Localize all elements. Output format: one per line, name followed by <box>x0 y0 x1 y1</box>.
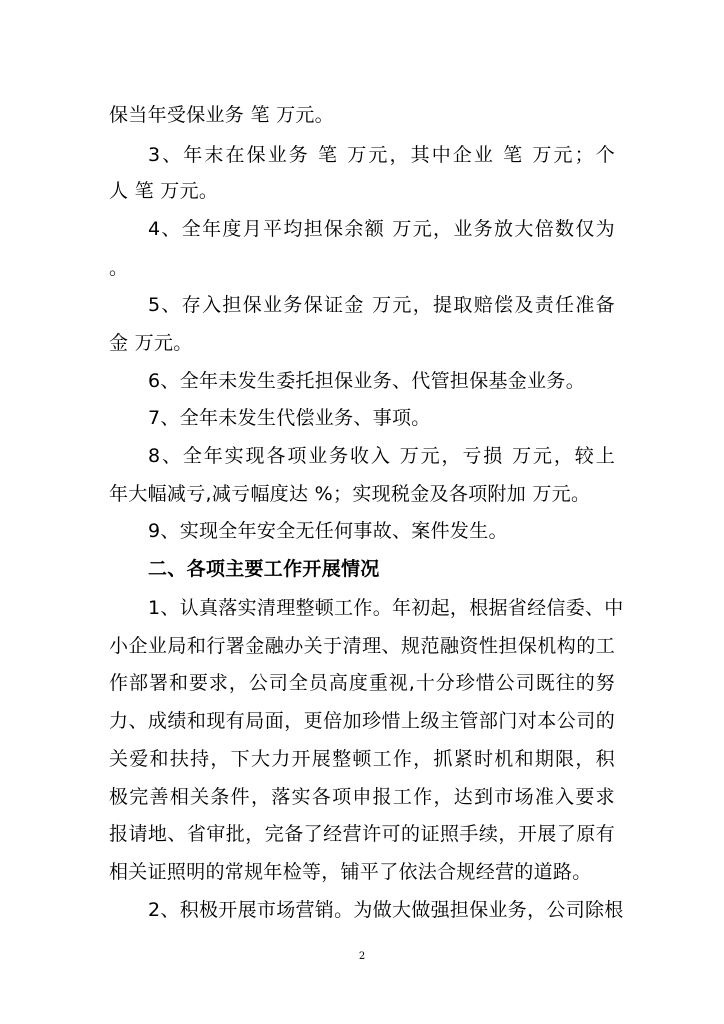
text-line-5: 。 <box>109 257 129 279</box>
text-line-21: 相关证照明的常规年检等，铺平了依法合规经营的道路。 <box>109 861 592 883</box>
section-heading: 二、各项主要工作开展情况 <box>148 558 380 580</box>
text-line-22: 2、积极开展市场营销。为做大做强担保业务，公司除根 <box>148 899 624 921</box>
text-line-15: 小企业局和行署金融办关于清理、规范融资性担保机构的工 <box>109 635 615 657</box>
text-line-7: 金 万元。 <box>109 332 193 354</box>
text-line-6: 5、存入担保业务保证金 万元，提取赔偿及责任准备 <box>148 294 615 316</box>
text-line-19: 极完善相关条件，落实各项申报工作，达到市场准入要求 <box>109 786 615 808</box>
text-line-4: 4、全年度月平均担保余额 万元，业务放大倍数仅为 <box>148 218 615 240</box>
page-number: 2 <box>358 951 366 962</box>
text-line-17: 力、成绩和现有局面，更倍加珍惜上级主管部门对本公司的 <box>109 710 615 732</box>
text-line-11: 年大幅减亏,减亏幅度达 %；实现税金及各项附加 万元。 <box>109 483 591 505</box>
text-line-14: 1、认真落实清理整顿工作。年初起，根据省经信委、中 <box>148 597 624 619</box>
text-line-12: 9、实现全年安全无任何事故、案件发生。 <box>148 520 508 542</box>
text-line-3: 人 笔 万元。 <box>109 180 219 202</box>
text-line-18: 关爱和扶持，下大力开展整顿工作，抓紧时机和期限，积 <box>109 748 615 770</box>
text-line-9: 7、全年未发生代偿业务、事项。 <box>148 407 431 429</box>
text-line-2: 3、年末在保业务 笔 万元，其中企业 笔 万元；个 <box>148 144 615 166</box>
text-line-16: 作部署和要求，公司全员高度重视,十分珍惜公司既往的努 <box>109 672 615 694</box>
text-line-1: 保当年受保业务 笔 万元。 <box>109 104 334 126</box>
text-line-8: 6、全年未发生委托担保业务、代管担保基金业务。 <box>148 370 585 392</box>
text-line-10: 8、全年实现各项业务收入 万元，亏损 万元，较上 <box>148 445 615 467</box>
text-line-20: 报请地、省审批，完备了经营许可的证照手续，开展了原有 <box>109 823 615 845</box>
